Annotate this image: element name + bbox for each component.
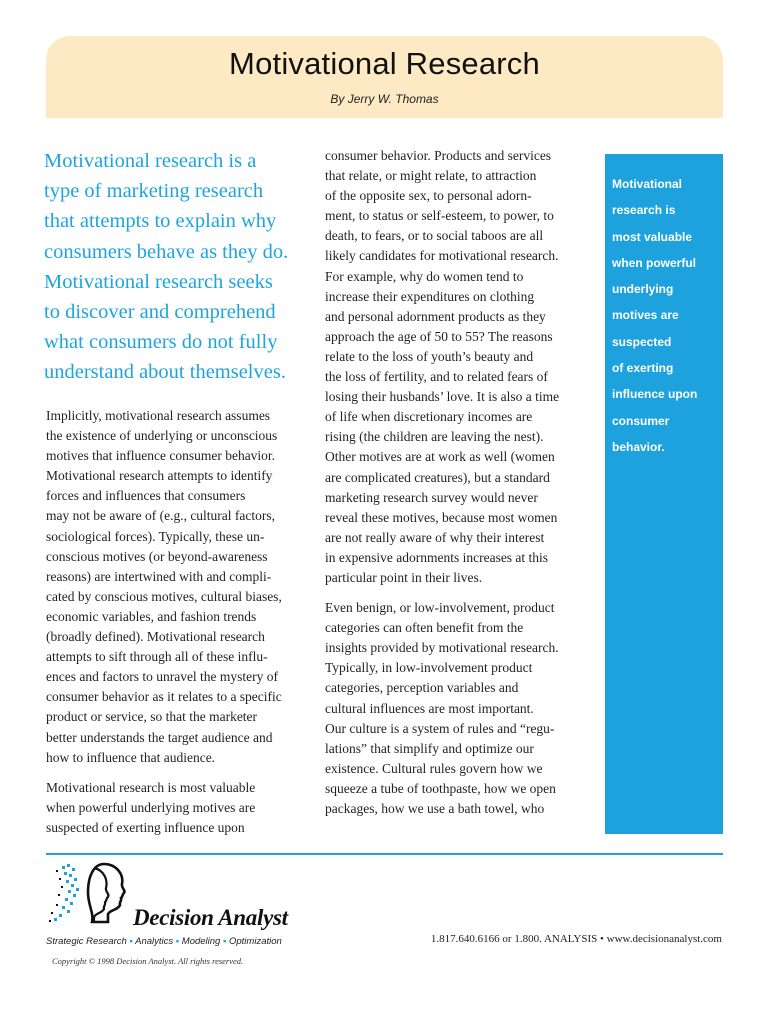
- paragraph: [325, 146, 595, 588]
- text-line: economic variables, and fashion trends: [46, 608, 257, 624]
- lead-text-line: Motivational research is a: [44, 150, 257, 172]
- text-line: reveal these motives, because most women: [325, 509, 558, 525]
- footer-divider: [46, 853, 723, 855]
- article-column-1: [46, 406, 316, 838]
- tagline-item: Analytics: [135, 936, 174, 947]
- copyright-notice: Copyright © 1998 Decision Analyst. All rights reserved.: [52, 956, 244, 966]
- pull-quote-line: influence upon: [612, 387, 698, 402]
- text-line: lations” that simplify and optimize our: [325, 740, 534, 756]
- text-line: the loss of fertility, and to related fears of: [325, 369, 548, 385]
- text-line: how to influence that audience.: [46, 749, 216, 765]
- text-line: categories can often benefit from the: [325, 620, 524, 636]
- text-line: Typically, in low-involvement product: [325, 660, 533, 676]
- text-line: may not be aware of (e.g., cultural factors,: [46, 508, 276, 524]
- text-line: motives that influence consumer behavior.: [46, 448, 276, 464]
- pull-quote-line: Motivational: [612, 177, 683, 191]
- page-title: Motivational Research: [229, 46, 540, 81]
- pull-quote-line: when powerful: [612, 255, 696, 270]
- text-line: sociological forces). Typically, these un-: [46, 528, 265, 544]
- pull-quote-line: most valuable: [612, 229, 693, 244]
- text-line: that relate, or might relate, to attraction: [325, 168, 537, 184]
- tagline: [46, 936, 282, 947]
- text-line: are not really aware of why their interest: [325, 529, 545, 545]
- text-line: likely candidates for motivational research.: [325, 248, 559, 264]
- text-line: Even benign, or low-involvement, product: [325, 600, 555, 616]
- lead-text-line: Motivational research seeks: [44, 270, 273, 293]
- text-line: and personal adornment products as they: [325, 308, 546, 324]
- text-line: packages, how we use a bath towel, who: [325, 801, 545, 816]
- paragraph: [46, 778, 316, 838]
- pull-quote-line: motives are: [612, 308, 679, 323]
- text-line: losing their husbands’ love. It is also a time: [325, 389, 560, 405]
- author-byline: By Jerry W. Thomas: [330, 92, 439, 106]
- text-line: squeeze a tube of toothpaste, how we open: [325, 780, 556, 796]
- text-line: forces and influences that consumers: [46, 488, 246, 504]
- text-line: reasons) are intertwined with and compli-: [46, 568, 272, 584]
- lead-text-line: to discover and comprehend: [44, 301, 276, 324]
- contact-info: 1.817.640.6166 or 1.800. ANALYSIS • www.decisionanalyst.com: [430, 933, 722, 945]
- brand-name: Decision Analyst: [133, 905, 288, 930]
- text-line: approach the age of 50 to 55? The reasons: [325, 328, 553, 344]
- text-line: death, to fears, or to social taboos are all: [325, 228, 544, 244]
- text-line: product or service, so that the marketer: [46, 709, 258, 725]
- bullet-icon: ▪: [222, 936, 227, 947]
- text-line: Motivational research attempts to identify: [46, 468, 273, 484]
- paragraph: [46, 406, 316, 768]
- tagline-item: Strategic Research: [46, 936, 127, 947]
- text-line: are complicated creatures), but a standard: [325, 469, 550, 485]
- text-line: cated by conscious motives, cultural biases,: [46, 588, 282, 604]
- text-line: Other motives are at work as well (women: [325, 449, 555, 465]
- lead-text-line: type of marketing research: [44, 180, 264, 203]
- text-line: conscious motives (or beyond-awareness: [46, 548, 268, 564]
- article-column-2: [325, 146, 595, 819]
- text-line: marketing research survey would never: [325, 489, 538, 505]
- pull-quote-line: consumer: [612, 413, 670, 428]
- lead-paragraph: [44, 146, 319, 388]
- text-line: increase their expenditures on clothing: [325, 288, 535, 304]
- text-line: consumer behavior. Products and services: [325, 148, 552, 163]
- text-line: relate to the loss of youth’s beauty and: [325, 348, 534, 364]
- text-line: insights provided by motivational research.: [325, 640, 559, 656]
- pull-quote-line: underlying: [612, 282, 674, 297]
- pull-quote-text: [612, 171, 720, 460]
- pull-quote-line: suspected: [612, 334, 672, 349]
- text-line: cultural influences are most important.: [325, 700, 534, 716]
- text-line: better understands the target audience and: [46, 729, 273, 745]
- text-line: the existence of underlying or unconscious: [46, 428, 278, 444]
- text-line: categories, perception variables and: [325, 680, 519, 696]
- pull-quote-line: research is: [612, 203, 676, 218]
- text-line: particular point in their lives.: [325, 569, 483, 585]
- tagline-item: Modeling: [181, 936, 221, 947]
- text-line: suspected of exerting influence upon: [46, 819, 245, 835]
- lead-text-line: what consumers do not fully: [44, 331, 278, 354]
- text-line: consumer behavior as it relates to a specific: [46, 689, 282, 705]
- text-line: Implicitly, motivational research assumes: [46, 408, 271, 423]
- tagline-item: Optimization: [229, 936, 282, 947]
- title-banner: [46, 36, 723, 118]
- text-line: ences and factors to unravel the mystery of: [46, 669, 279, 685]
- text-line: Our culture is a system of rules and “regu-: [325, 720, 555, 736]
- bullet-icon: ▪: [129, 936, 133, 947]
- pull-quote-line: of exerting: [612, 361, 674, 376]
- text-line: in expensive adornments increases at this: [325, 549, 549, 565]
- text-line: rising (the children are leaving the nest).: [325, 429, 544, 445]
- text-line: (broadly defined). Motivational research: [46, 629, 265, 645]
- lead-text-line: that attempts to explain why: [44, 210, 277, 233]
- text-line: of life when discretionary incomes are: [325, 409, 533, 425]
- text-line: attempts to sift through all of these influ-: [46, 649, 268, 665]
- pull-quote-line: behavior.: [612, 439, 665, 454]
- text-line: when powerful underlying motives are: [46, 799, 256, 815]
- lead-text-line: consumers behave as they do.: [44, 240, 289, 263]
- paragraph: [325, 598, 595, 819]
- pull-quote-sidebar: [605, 154, 723, 834]
- bullet-icon: ▪: [175, 936, 180, 947]
- text-line: of the opposite sex, to personal adorn-: [325, 188, 532, 204]
- lead-text-line: understand about themselves.: [44, 361, 286, 384]
- text-line: Motivational research is most valuable: [46, 779, 256, 795]
- text-line: ment, to status or self-esteem, to power, to: [325, 208, 554, 224]
- text-line: For example, why do women tend to: [325, 268, 524, 284]
- text-line: existence. Cultural rules govern how we: [325, 760, 543, 776]
